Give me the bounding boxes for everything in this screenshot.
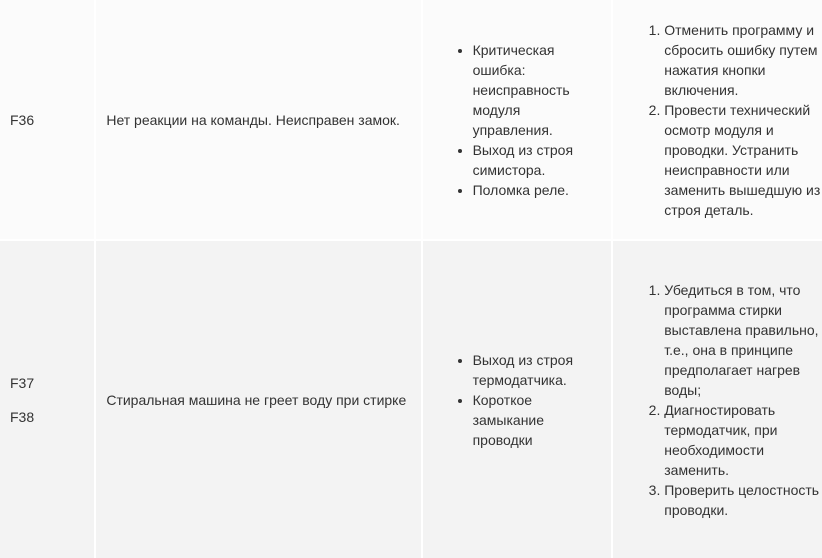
fixes-list (623, 280, 822, 520)
causes-list (433, 350, 603, 450)
error-code-cell (0, 0, 95, 240)
fixes-cell (612, 240, 822, 558)
cause-item: • Критическая ошибка: неисправность модуля управления. (473, 40, 603, 140)
description-cell: Стиральная машина не греет воду при стирке (95, 240, 421, 558)
cause-item: • Поломка реле. (473, 180, 603, 200)
cause-item: • Выход из строя симистора. (473, 140, 603, 180)
error-code: F36 (10, 111, 35, 128)
error-code: F38 (10, 408, 35, 425)
fixes-cell (612, 0, 822, 240)
fix-item: 2. Диагностировать термодатчик, при необходимости заменить. (664, 400, 822, 480)
description-cell: Нет реакции на команды. Неисправен замок. (95, 0, 421, 240)
cause-item: • Короткое замыкание проводки (473, 390, 603, 450)
fix-item: 3. Проверить целостность проводки. (664, 480, 822, 520)
error-code-cell (0, 240, 95, 558)
fixes-list (623, 20, 822, 220)
fix-item: 2. Провести технический осмотр модуля и проводки. Устранить неисправности или заменить вышедшую из строя деталь. (664, 100, 822, 220)
fix-item: 1. Убедиться в том, что программа стирки выставлена правильно, т.е., она в принципе предполагает нагрев воды; (664, 280, 822, 400)
table-row (0, 240, 822, 558)
table-row (0, 0, 822, 240)
causes-cell (422, 0, 613, 240)
cause-item: • Выход из строя термодатчика. (473, 350, 603, 390)
error-code: F37 (10, 374, 35, 391)
causes-cell (422, 240, 613, 558)
causes-list (433, 40, 603, 200)
fix-item: 1. Отменить программу и сбросить ошибку путем нажатия кнопки включения. (664, 20, 822, 100)
